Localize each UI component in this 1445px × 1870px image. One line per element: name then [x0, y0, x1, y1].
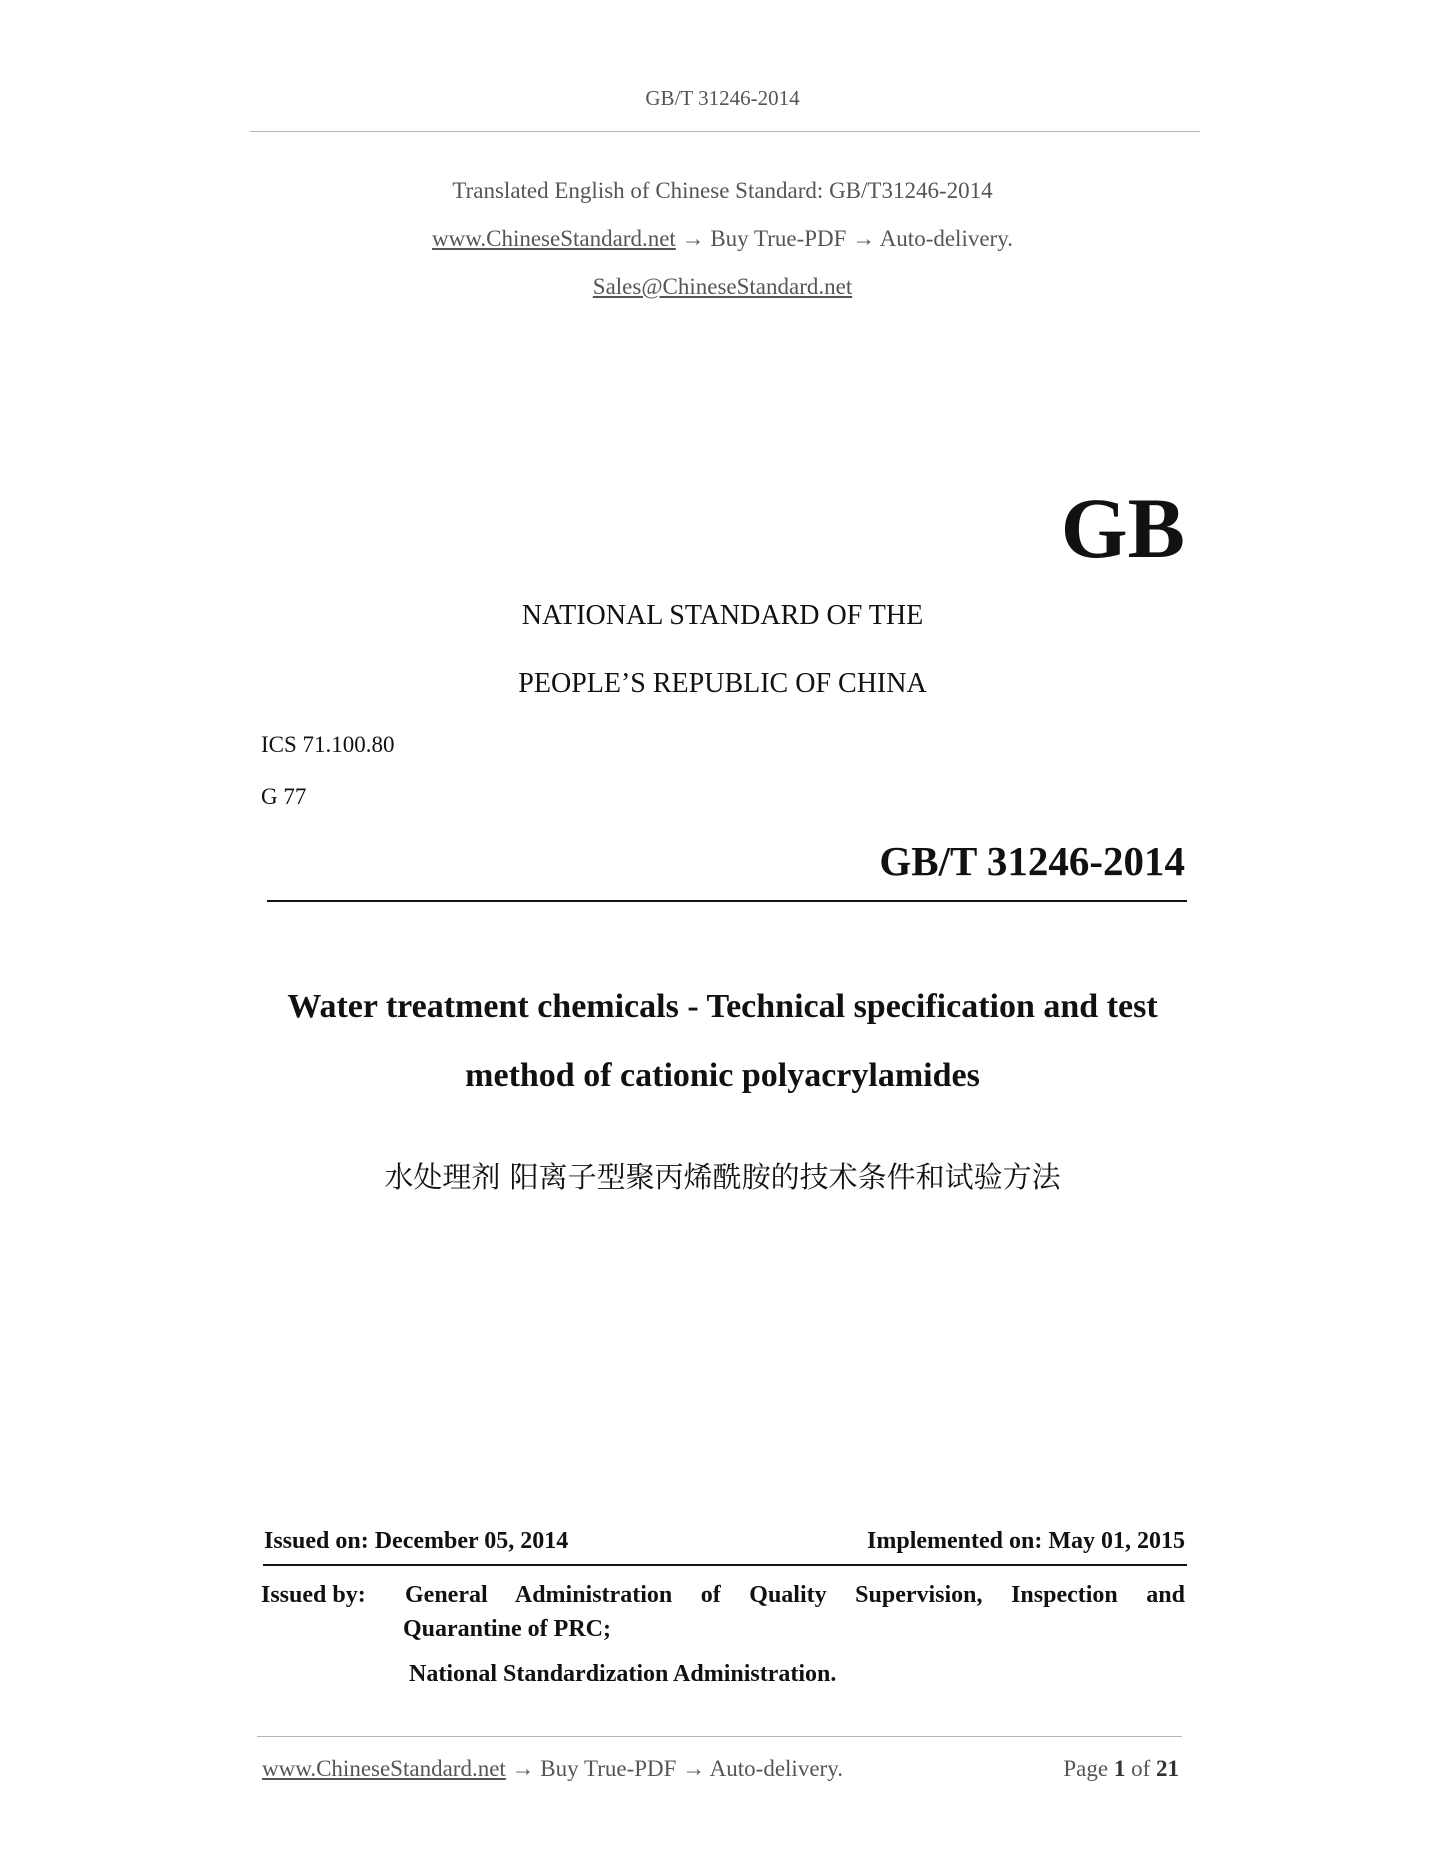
standard-number: GB/T 31246-2014 [879, 838, 1185, 884]
title-divider [267, 900, 1187, 902]
page-total: 21 [1156, 1756, 1179, 1781]
translation-notice: Translated English of Chinese Standard: GB/T31246-2014 [452, 178, 993, 203]
purchase-line [0, 226, 1445, 252]
footer-purchase-line [262, 1756, 843, 1782]
sales-email-link[interactable]: Sales@ChineseStandard.net [592, 274, 853, 299]
national-standard-line2: PEOPLE’S REPUBLIC OF CHINA [518, 668, 927, 699]
footer-divider [257, 1736, 1182, 1737]
ccs-code: G 77 [261, 784, 307, 809]
title-cn: 水处理剂 阳离子型聚丙烯酰胺的技术条件和试验方法 [384, 1160, 1061, 1194]
arrow-right-icon: → [852, 226, 876, 251]
buy-pdf-text: Buy True-PDF [710, 226, 847, 251]
arrow-right-icon: → [681, 226, 705, 251]
title-en-line2: method of cationic polyacrylamides [465, 1057, 980, 1094]
page-label: Page [1063, 1756, 1109, 1781]
page-indicator [1063, 1756, 1179, 1782]
dates-divider [263, 1564, 1187, 1566]
title-en-line1: Water treatment chemicals - Technical specification and test [287, 988, 1158, 1025]
gb-mark: GB [1060, 480, 1185, 576]
auto-delivery-text: Auto-delivery. [879, 226, 1013, 251]
page-of: of [1131, 1756, 1151, 1781]
ics-code: ICS 71.100.80 [261, 732, 395, 757]
email-line [0, 274, 1445, 300]
footer-auto-delivery-text: Auto-delivery. [709, 1756, 843, 1781]
issued-date: Issued on: December 05, 2014 [264, 1528, 569, 1554]
page-current: 1 [1113, 1756, 1126, 1781]
header-divider [250, 131, 1200, 132]
site-link[interactable]: www.ChineseStandard.net [432, 226, 676, 251]
issued-by-label: Issued by: [261, 1582, 366, 1608]
arrow-right-icon: → [511, 1756, 535, 1781]
national-standard-line1: NATIONAL STANDARD OF THE [521, 600, 924, 631]
footer-site-link[interactable]: www.ChineseStandard.net [262, 1756, 506, 1781]
issuer-line3: National Standardization Administration. [409, 1661, 837, 1687]
footer-buy-pdf-text: Buy True-PDF [540, 1756, 677, 1781]
issuer-line2: Quarantine of PRC; [403, 1616, 611, 1642]
issuer-line1: General Administration of Quality Supervision, Inspection and [405, 1582, 1185, 1608]
implemented-date: Implemented on: May 01, 2015 [867, 1528, 1185, 1554]
arrow-right-icon: → [682, 1756, 706, 1781]
running-header: GB/T 31246-2014 [645, 86, 800, 110]
